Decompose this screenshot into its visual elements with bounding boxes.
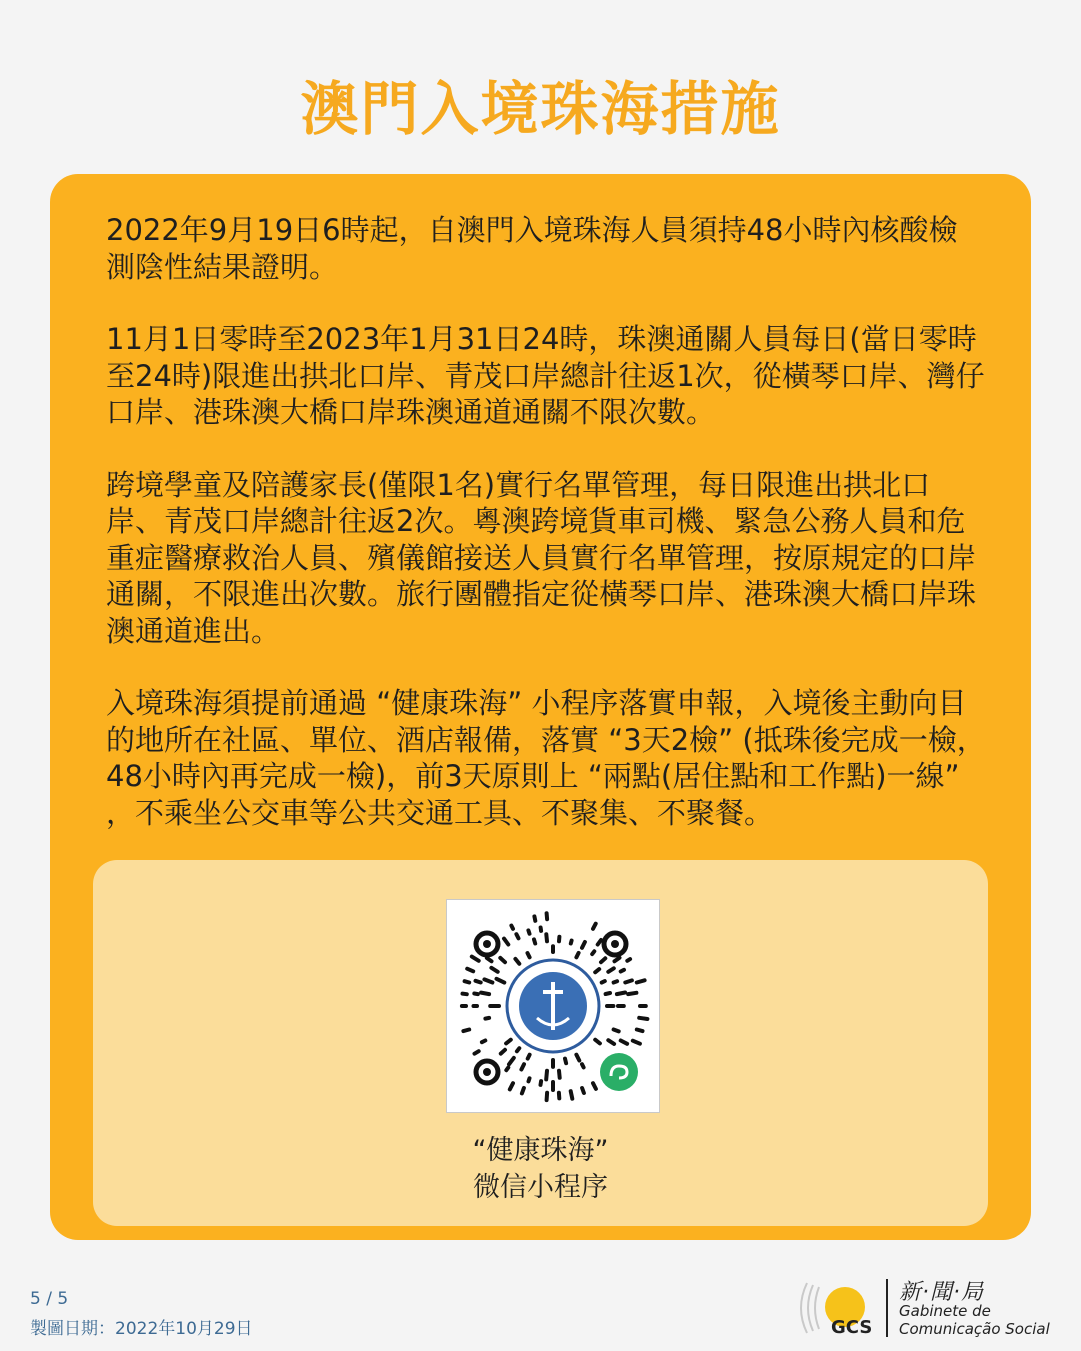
qr-dash: [534, 939, 535, 943]
qr-dash: [571, 1091, 573, 1099]
production-date: 製圖日期：2022年10月29日: [30, 1319, 253, 1339]
qr-dash: [510, 1083, 513, 1089]
qr-dash: [506, 1068, 508, 1071]
qr-dash: [614, 981, 618, 982]
qr-dash: [633, 1041, 640, 1044]
qr-dash: [491, 968, 497, 972]
qr-dash: [475, 1051, 479, 1054]
qr-panel: [93, 860, 988, 1226]
logo-portuguese-line2: Comunicação Social: [899, 1320, 1050, 1338]
qr-dash: [595, 969, 599, 972]
paragraph-3: 跨境學童及陪護家長(僅限1名)實行名單管理，每日限進出拱北口岸、青茂口岸總計往返2次。粵澳跨境貨車司機、緊急公務人員和危重症醫療救治人員、殯儀館接送人員實行名單管理，按原規定的口岸通關，不限進出次數。旅行團體指定從橫琴口岸、港珠澳大橋口岸珠澳通道進出。: [106, 467, 977, 648]
qr-dash: [529, 1078, 530, 1081]
qr-dash: [504, 939, 508, 945]
qr-dash: [463, 994, 467, 995]
gcs-mark: GCS: [831, 1317, 873, 1338]
qr-dash: [559, 1071, 560, 1078]
qr-dash: [517, 1048, 519, 1051]
qr-dash: [582, 1088, 584, 1093]
qr-dash: [571, 941, 572, 944]
qr-dash: [528, 1055, 530, 1059]
qr-dash: [628, 993, 636, 994]
qr-dash: [500, 958, 505, 962]
gcs-emblem-icon: [793, 1275, 893, 1341]
qr-dash: [593, 924, 596, 929]
qr-dash: [608, 968, 614, 972]
qr-dash: [497, 979, 505, 983]
qr-dash: [487, 958, 492, 961]
qr-dash: [515, 959, 519, 964]
qr-dash: [485, 1018, 489, 1019]
qr-dash: [615, 958, 620, 962]
qr-dash: [467, 969, 473, 972]
qr-dash: [511, 926, 513, 929]
qr-dash: [576, 953, 578, 957]
qr-dash: [528, 930, 529, 933]
qr-dash: [565, 1059, 566, 1064]
qr-dash: [592, 951, 594, 954]
qr-dash: [474, 994, 478, 995]
qr-dash: [576, 1055, 579, 1061]
qr-dash: [547, 1093, 548, 1100]
qr-dash: [463, 1030, 469, 1032]
qr-dash: [639, 1018, 647, 1019]
qr-dash: [601, 958, 605, 962]
qr-caption-type: 微信小程序: [473, 1172, 608, 1203]
paragraph-2: 11月1日零時至2023年1月31日24時，珠澳通關人員每日(當日零時至24時)限進出拱北口岸、青茂口岸總計往返1次，從橫琴口岸、灣仔口岸、港珠澳大橋口岸珠澳通道通關不限次數。: [106, 322, 985, 429]
qr-dash: [637, 980, 645, 982]
qr-dash: [481, 993, 489, 995]
page-indicator: 5 / 5: [30, 1289, 69, 1309]
paragraph-list: [106, 212, 986, 867]
qr-dash: [472, 957, 479, 961]
qr-dash: [608, 1040, 614, 1044]
qr-dash: [516, 934, 518, 938]
qr-dash: [506, 1040, 511, 1044]
qr-dash: [484, 979, 492, 982]
qr-dash: [637, 1030, 643, 1032]
qr-dash: [617, 993, 625, 995]
qr-code-icon: [447, 900, 659, 1112]
gcs-logo: [793, 1275, 1073, 1341]
qr-dash: [476, 981, 481, 983]
qr-dash: [501, 1050, 505, 1054]
qr-dash: [521, 1064, 524, 1069]
qr-dash: [528, 953, 530, 957]
qr-dash: [509, 1058, 514, 1064]
paragraph-4: 入境珠海須提前通過 “健康珠海” 小程序落實申報，入境後主動向目的地所在社區、單位、酒店報備，落實 “3天2檢” (抵珠後完成一檢，48小時內再完成一檢)，前3天原則上 “兩點(居住點和工作點)一線” ，不乘坐公交車等公共交通工具、不聚集、不聚餐。: [106, 686, 986, 830]
qr-dash: [593, 1083, 596, 1089]
qr-dash: [465, 981, 470, 982]
qr-dash: [598, 940, 601, 945]
qr-dash: [546, 1071, 547, 1080]
logo-chinese-name: 新·聞·局: [899, 1280, 984, 1305]
qr-dash: [522, 1088, 524, 1093]
qr-dash: [546, 934, 547, 941]
qr-dash: [582, 1064, 584, 1067]
qr-dash: [582, 942, 585, 948]
qr-dash: [547, 913, 548, 919]
qr-caption-name: “健康珠海”: [472, 1135, 609, 1166]
logo-portuguese-line1: Gabinete de: [899, 1302, 991, 1320]
qr-dash: [541, 928, 542, 931]
qr-dash: [534, 916, 535, 920]
qr-dash: [606, 993, 610, 994]
qr-dash: [602, 981, 605, 983]
page-title: 澳門入境珠海措施: [300, 75, 781, 143]
qr-dash: [614, 1030, 619, 1032]
qr-dash: [595, 1040, 600, 1044]
qr-dash: [541, 1081, 542, 1085]
qr-dash: [627, 959, 630, 961]
qr-dash: [621, 970, 624, 972]
qr-dash: [482, 1041, 485, 1043]
mini-program-qr-code[interactable]: [446, 899, 660, 1113]
info-card: [50, 174, 1031, 1240]
paragraph-1: 2022年9月19日6時起，自澳門入境珠海人員須持48小時內核酸檢測陰性結果證明。: [106, 213, 958, 284]
qr-dash: [625, 980, 632, 982]
qr-dash: [621, 1041, 627, 1044]
